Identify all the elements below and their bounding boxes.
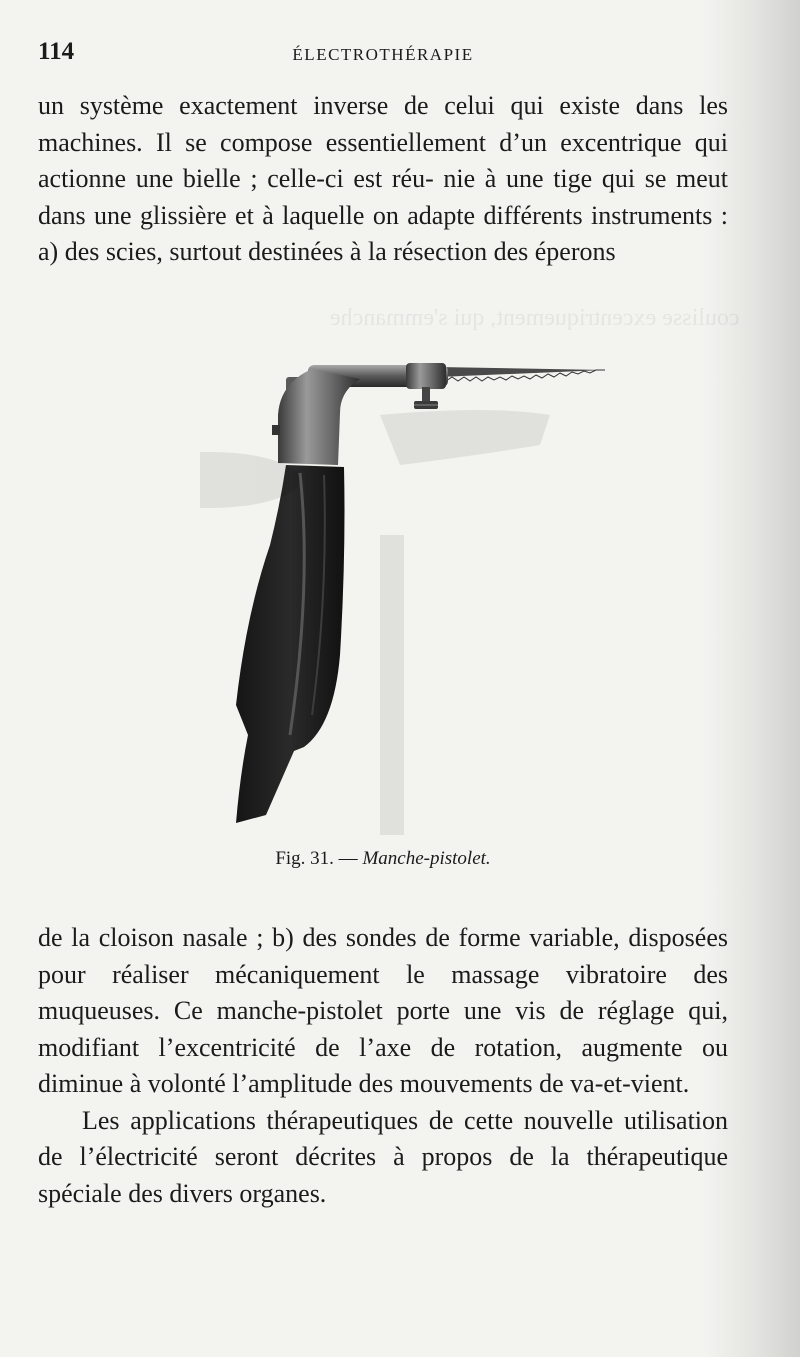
page-number: 114: [38, 38, 75, 65]
paragraph: [38, 920, 728, 1103]
caption-number: Fig. 31. —: [275, 848, 358, 869]
bottom-text: [38, 920, 728, 1212]
text-line: laquelle on adapte différents instruments : a) des: [38, 200, 728, 266]
pistol-handle-illustration: [200, 355, 620, 835]
text-line: nie à une tige qui se meut dans une glissière et à: [38, 164, 729, 230]
paragraph: [38, 88, 728, 271]
text-line: excentrique qui actionne une bielle ; celle-ci est réu-: [38, 127, 728, 193]
figure-31: [200, 355, 620, 835]
text-line: un système exactement inverse de celui qui existe dans: [38, 91, 684, 120]
text-line: scies, surtout destinées à la résection des éperons: [105, 237, 616, 266]
text-line: de l’axe de rotation, augmente ou diminue à volonté: [38, 1032, 728, 1098]
figure-caption: [38, 848, 728, 870]
text-line: utilisation de l’électricité seront décrites à propos: [38, 1105, 729, 1171]
show-through-text: coulisse excentriquement, qui s'emmanche: [330, 305, 740, 331]
caption-title: Manche-pistolet.: [362, 848, 491, 869]
text-line: de la thérapeutique spéciale des divers organes.: [38, 1142, 729, 1208]
text-line: une vis de réglage qui, modifiant l’excentricité: [38, 996, 728, 1062]
saw-blade: [438, 367, 605, 381]
adjusting-screw-icon: [414, 387, 438, 409]
grip: [236, 465, 345, 823]
text-line: l’amplitude des mouvements de va-et-vient.: [232, 1069, 690, 1098]
text-line: vibratoire des muqueuses. Ce manche-pistolet porte: [38, 959, 728, 1025]
text-line: de la cloison nasale ; b) des sondes de forme variable,: [38, 923, 620, 952]
text-line: disposées pour réaliser mécaniquement le massage: [38, 923, 728, 989]
running-title: ÉLECTROTHÉRAPIE: [292, 45, 474, 64]
top-paragraph: [38, 88, 728, 271]
text-line: les machines. Il se compose essentiellement d’un: [38, 91, 729, 157]
running-head: [38, 38, 728, 72]
text-line: Les applications thérapeutiques de cette nouvelle: [82, 1105, 614, 1135]
paragraph: [38, 1103, 728, 1213]
head-block: [272, 369, 360, 465]
